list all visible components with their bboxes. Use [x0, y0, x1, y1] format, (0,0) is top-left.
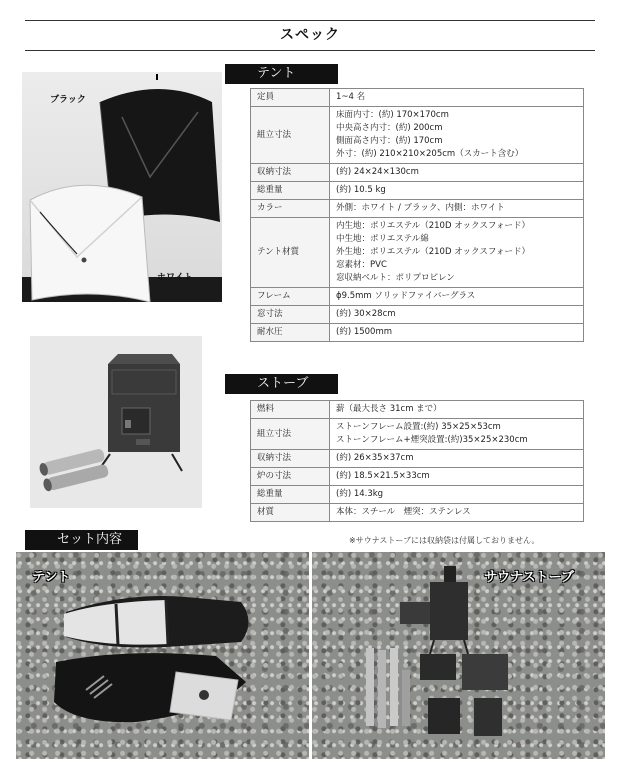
- spec-value-line: 1~4 名: [336, 92, 366, 102]
- spec-value: [330, 324, 584, 342]
- spec-row: [251, 107, 584, 164]
- spec-row: [251, 486, 584, 504]
- spec-row: [251, 182, 584, 200]
- spec-key: テント材質: [251, 218, 330, 288]
- spec-value-line: (約) 18.5×21.5×33cm: [336, 471, 430, 481]
- spec-row: [251, 288, 584, 306]
- spec-value-line: 薪（最大長さ 31cm まで）: [336, 404, 442, 414]
- stove-spec-table: [250, 400, 584, 522]
- stove-bag-note: ※サウナストーブには収納袋は付属しておりません。: [349, 536, 540, 545]
- spec-value-line: ストーンフレーム設置:(約) 35×25×53cm: [336, 422, 501, 432]
- color-label-black: ブラック: [50, 95, 86, 105]
- spec-value: [330, 218, 584, 288]
- tent-product-image: [22, 72, 222, 302]
- header-bottom-rule: [25, 50, 595, 51]
- spec-value-line: 中生地：ポリエステル綿: [336, 234, 429, 244]
- tent-section-label: テント: [225, 64, 338, 84]
- set-tent-photo: [16, 552, 309, 759]
- page-title: スペック: [280, 27, 340, 43]
- spec-key: 総重量: [251, 486, 330, 504]
- spec-row: [251, 324, 584, 342]
- spec-value: [330, 164, 584, 182]
- spec-value-line: (約) 30×28cm: [336, 309, 396, 319]
- spec-key: 炉の寸法: [251, 468, 330, 486]
- spec-key: 組立寸法: [251, 107, 330, 164]
- spec-key: カラー: [251, 200, 330, 218]
- spec-value: [330, 468, 584, 486]
- spec-value-line: 中央高さ内寸：(約) 200cm: [336, 123, 443, 133]
- stove-product-image: [30, 336, 202, 508]
- spec-value-line: 側面高さ内寸：(約) 170cm: [336, 136, 443, 146]
- set-stove-photo: [312, 552, 605, 759]
- header-top-rule: [25, 20, 595, 21]
- spec-row: [251, 164, 584, 182]
- spec-row: [251, 419, 584, 450]
- spec-row: [251, 504, 584, 522]
- stove-illustration: [30, 336, 202, 508]
- spec-value: [330, 89, 584, 107]
- spec-key: フレーム: [251, 288, 330, 306]
- spec-key: 耐水圧: [251, 324, 330, 342]
- spec-value-line: (約) 10.5 kg: [336, 185, 386, 195]
- spec-key: 総重量: [251, 182, 330, 200]
- spec-key: 燃料: [251, 401, 330, 419]
- spec-value-line: ストーンフレーム+煙突設置:(約)35×25×230cm: [336, 435, 528, 445]
- spec-value-line: 内生地：ポリエステル（210D オックスフォード）: [336, 221, 530, 231]
- spec-key: 材質: [251, 504, 330, 522]
- spec-value: [330, 182, 584, 200]
- spec-row: [251, 401, 584, 419]
- spec-value: [330, 107, 584, 164]
- spec-value: [330, 486, 584, 504]
- spec-value: [330, 450, 584, 468]
- spec-value-line: (約) 26×35×37cm: [336, 453, 414, 463]
- spec-value-line: 床面内寸：(約) 170×170cm: [336, 110, 449, 120]
- spec-value: [330, 306, 584, 324]
- spec-value-line: (約) 14.3kg: [336, 489, 384, 499]
- spec-value-line: 窓素材：PVC: [336, 260, 387, 270]
- spec-value-line: (約) 24×24×130cm: [336, 167, 419, 177]
- spec-value-line: 本体：スチール 煙突：ステンレス: [336, 507, 471, 517]
- spec-key: 定員: [251, 89, 330, 107]
- spec-row: [251, 468, 584, 486]
- tent-spec-table: [250, 88, 584, 342]
- spec-value: [330, 288, 584, 306]
- spec-key: 組立寸法: [251, 419, 330, 450]
- spec-key: 収納寸法: [251, 450, 330, 468]
- stove-section-label: ストーブ: [225, 374, 338, 394]
- spec-value-line: (約) 1500mm: [336, 327, 393, 337]
- set-stove-label: サウナストーブ: [484, 570, 574, 585]
- set-tent-label: テント: [32, 570, 71, 585]
- spec-value: [330, 200, 584, 218]
- tent-illustration: [22, 72, 222, 302]
- spec-value-line: 窓収納ベルト：ポリプロピレン: [336, 273, 455, 283]
- spec-row: [251, 450, 584, 468]
- spec-value-line: 外生地：ポリエステル（210D オックスフォード）: [336, 247, 530, 257]
- spec-key: 窓寸法: [251, 306, 330, 324]
- spec-value: [330, 419, 584, 450]
- spec-key: 収納寸法: [251, 164, 330, 182]
- spec-value: [330, 504, 584, 522]
- spec-value-line: 外寸：(約) 210×210×205cm（スカート含む）: [336, 149, 524, 159]
- spec-value-line: 外側：ホワイト / ブラック、内側：ホワイト: [336, 203, 505, 213]
- spec-row: [251, 306, 584, 324]
- color-label-white: ホワイト: [157, 273, 193, 283]
- spec-row: [251, 89, 584, 107]
- spec-row: [251, 200, 584, 218]
- spec-value: [330, 401, 584, 419]
- spec-row: [251, 218, 584, 288]
- spec-value-line: ϕ9.5mm ソリッドファイバーグラス: [336, 291, 476, 301]
- set-contents-label: セット内容: [25, 530, 138, 550]
